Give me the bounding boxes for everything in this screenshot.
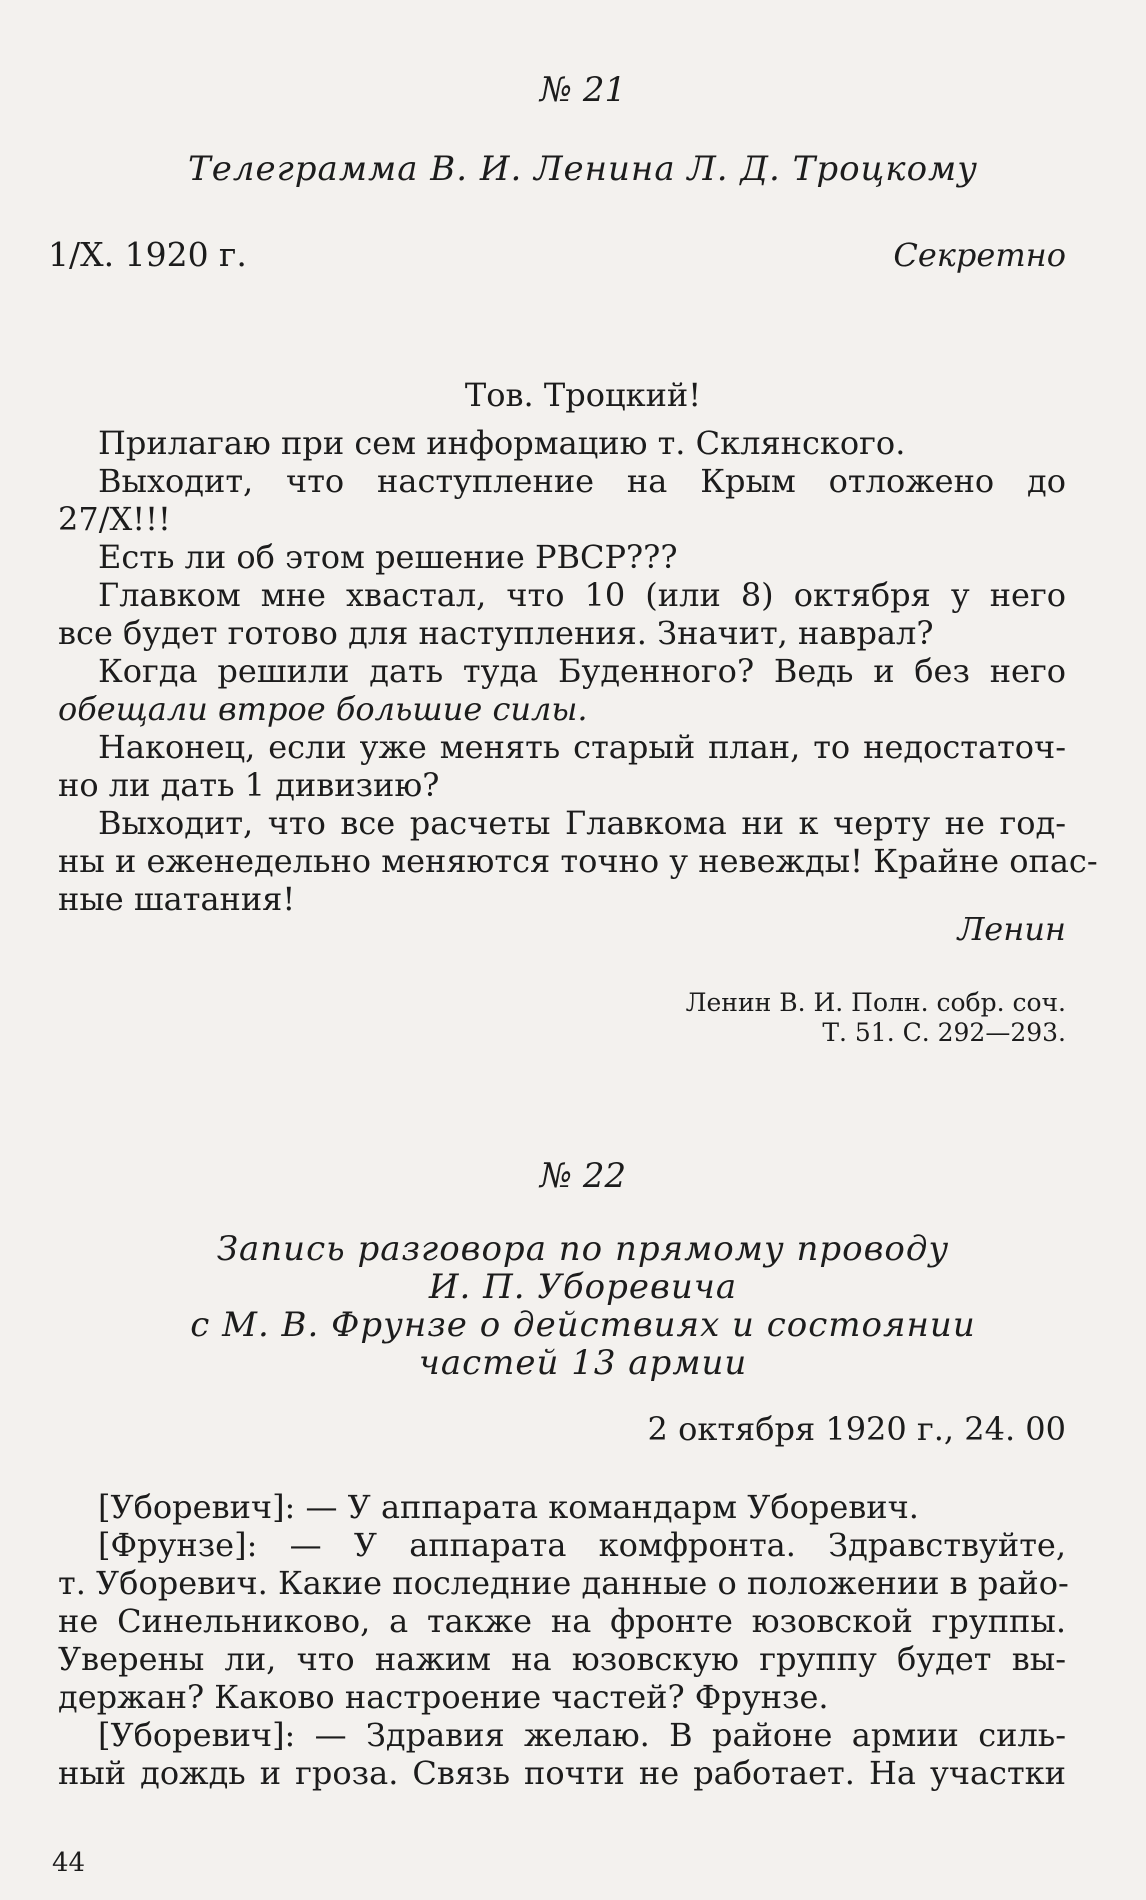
body-line: ные шатания! — [58, 880, 296, 918]
title-line: с М. В. Фрунзе о действиях и состоянии — [190, 1305, 976, 1345]
source-line: Ленин В. И. Полн. собр. соч. — [685, 988, 1066, 1017]
body-line: [Уборевич]: — Здравия желаю. В районе армии силь- — [98, 1716, 1066, 1754]
title-line: Запись разговора по прямому проводу — [216, 1229, 950, 1269]
body-line: не Синельниково, а также на фронте юзовской группы. — [58, 1602, 1066, 1640]
body-line: все будет готово для наступления. Значит, наврал? — [58, 614, 934, 652]
doc22-number: № 22 — [539, 1156, 627, 1196]
doc22-body — [58, 1488, 1069, 1792]
doc22-title — [98, 1230, 1068, 1382]
body-line: ный дождь и гроза. Связь почти не работает. На участки — [58, 1754, 1066, 1792]
body-line: обещали втрое большие силы. — [58, 690, 588, 728]
body-line: Главком мне хвастал, что 10 (или 8) октября у него — [98, 576, 1066, 614]
body-line: держан? Каково настроение частей? Фрунзе. — [58, 1678, 829, 1716]
doc21-body — [58, 424, 1098, 918]
source-line: Т. 51. С. 292—293. — [822, 1018, 1066, 1047]
doc21-source — [686, 988, 1066, 1048]
body-line: но ли дать 1 дивизию? — [58, 766, 440, 804]
doc21-signature: Ленин — [957, 910, 1066, 948]
body-line: Выходит, что все расчеты Главкома ни к черту не год- — [98, 804, 1066, 842]
body-line: [Фрунзе]: — У аппарата комфронта. Здравствуйте, — [98, 1526, 1066, 1564]
body-line: Наконец, если уже менять старый план, то недостаточ- — [98, 728, 1066, 766]
doc22-date: 2 октября 1920 г., 24. 00 — [647, 1410, 1066, 1448]
doc21-salutation: Тов. Троцкий! — [464, 376, 702, 414]
doc21-classification: Секретно — [893, 236, 1066, 274]
body-line: ны и еженедельно меняются точно у невежды! Крайне опас- — [58, 842, 1098, 880]
body-line: Выходит, что наступление на Крым отложено до — [98, 462, 1066, 500]
doc21-number: № 21 — [539, 70, 627, 110]
doc21-title: Телеграмма В. И. Ленина Л. Д. Троцкому — [188, 149, 978, 189]
body-line: 27/X!!! — [58, 500, 171, 538]
body-line: Есть ли об этом решение РВСР??? — [98, 538, 678, 576]
doc21-date: 1/X. 1920 г. — [48, 235, 247, 274]
body-line: Когда решили дать туда Буденного? Ведь и без него — [98, 652, 1066, 690]
body-line: Прилагаю при сем информацию т. Склянского. — [98, 424, 906, 462]
body-line: т. Уборевич. Какие последние данные о положении в райо- — [58, 1564, 1069, 1602]
title-line: И. П. Уборевича — [428, 1267, 738, 1307]
title-line: частей 13 армии — [418, 1343, 748, 1383]
body-line: [Уборевич]: — У аппарата командарм Уборевич. — [98, 1488, 919, 1526]
body-line: Уверены ли, что нажим на юзовскую группу будет вы- — [58, 1640, 1066, 1678]
page-number: 44 — [52, 1848, 86, 1878]
